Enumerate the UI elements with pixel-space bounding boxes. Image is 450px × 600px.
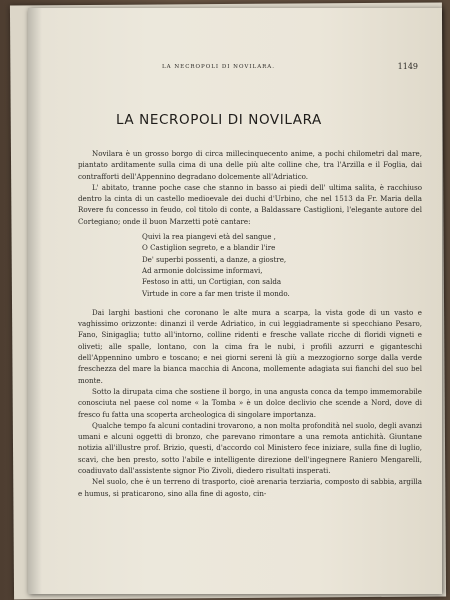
poem-line: O Castiglion segreto, e a blandir l'ire [142, 243, 276, 253]
paragraph: L' abitato, tranne poche case che stanno in basso ai piedi dell' ultima salita, è racchiuso dentro la cinta di un castello medioevale dei duchi d'Urbino, che nel 1513 da Fr. Maria della Rovere fu concesso in feudo, col titolo di conte, a Baldassare Castiglioni, l'elegante autore del Cortegiano; onde il buon Marzetti potè cantare: [78, 182, 422, 226]
paragraph: Sotto la dirupata cima che sostiene il borgo, in una angusta conca da tempo immemorabile conosciuta nel paese col nome « la Tomba » è un dolce declivio che scende a Nord, dove di fresco fu fatta una scoperta archeologica di singolare importanza. [78, 386, 422, 419]
poem-line: Festoso in atti, un Cortigian, con salda [142, 277, 282, 287]
poem-line: Ad armonie dolcissime informavi, [142, 265, 263, 275]
article-title: LA NECROPOLI DI NOVILARA [116, 112, 322, 128]
document-page [28, 8, 442, 594]
paragraph: Nel suolo, che è un terreno di trasporto, cioè arenaria terziaria, composto di sabbia, argilla e humus, si praticarono, sino alla fine di agosto, cin- [78, 477, 422, 498]
page-fold-shadow [28, 8, 42, 594]
poem-line: De' superbi possenti, a danze, a giostre, [142, 254, 287, 264]
paragraph: Novilara è un grosso borgo di circa millecinquecento anime, a pochi chilometri dal mare, piantato arditamente sulla cima di una delle più alte colline che, tra l'Arzilla e il Foglia, dai contrafforti dell'Appennino degradano dolcemente all'Adriatico. [78, 149, 422, 181]
paragraph: Qualche tempo fa alcuni contadini trovarono, a non molta profondità nel suolo, degli avanzi umani e alcuni oggetti di bronzo, che parevano rimontare a una remota antichità. Giuntane notizia all'illustre prof. Brizio, questi, d'accordo col Ministero fece iniziare, sulla fine di luglio, scavi, che ben presto, sotto l'abile e intelligente direzione dell'ingegnere Raniero Mengarelli, coadiuvato dall'assistente signor Pio Zivoli, diedero risultati insperati. [78, 420, 423, 476]
article-body [78, 148, 422, 499]
page-number: 1149 [397, 62, 418, 71]
poem-line: Virtude in core a far men triste il mondo. [142, 288, 290, 298]
poem-line: Quivi la rea piangevi età del sangue , [142, 232, 276, 242]
paragraph: Dai larghi bastioni che coronano le alte mura a scarpa, la vista gode di un vasto e vaghissimo orizzonte: dinanzi il verde Adriatico, in cui leggiadramente si specchiano Pesaro, Fano, Sinigaglia; tutto all'intorno, colline ridenti e fresche vallate ricche di floridi vigneti e oliveti; alle spalle, lontano, con la cima fra le nubi, i profili azzurri e giganteschi dell'Appennino umbro e toscano; e nei giorni sereni là giù a mezzogiorno sorge dalla verde freschezza del mare la bianca macchia di Ancona, mollemente adagiata sui fianchi del suo bel monte. [78, 307, 422, 385]
running-header: LA NECROPOLI DI NOVILARA. [162, 64, 276, 70]
poem-quote [142, 231, 422, 299]
